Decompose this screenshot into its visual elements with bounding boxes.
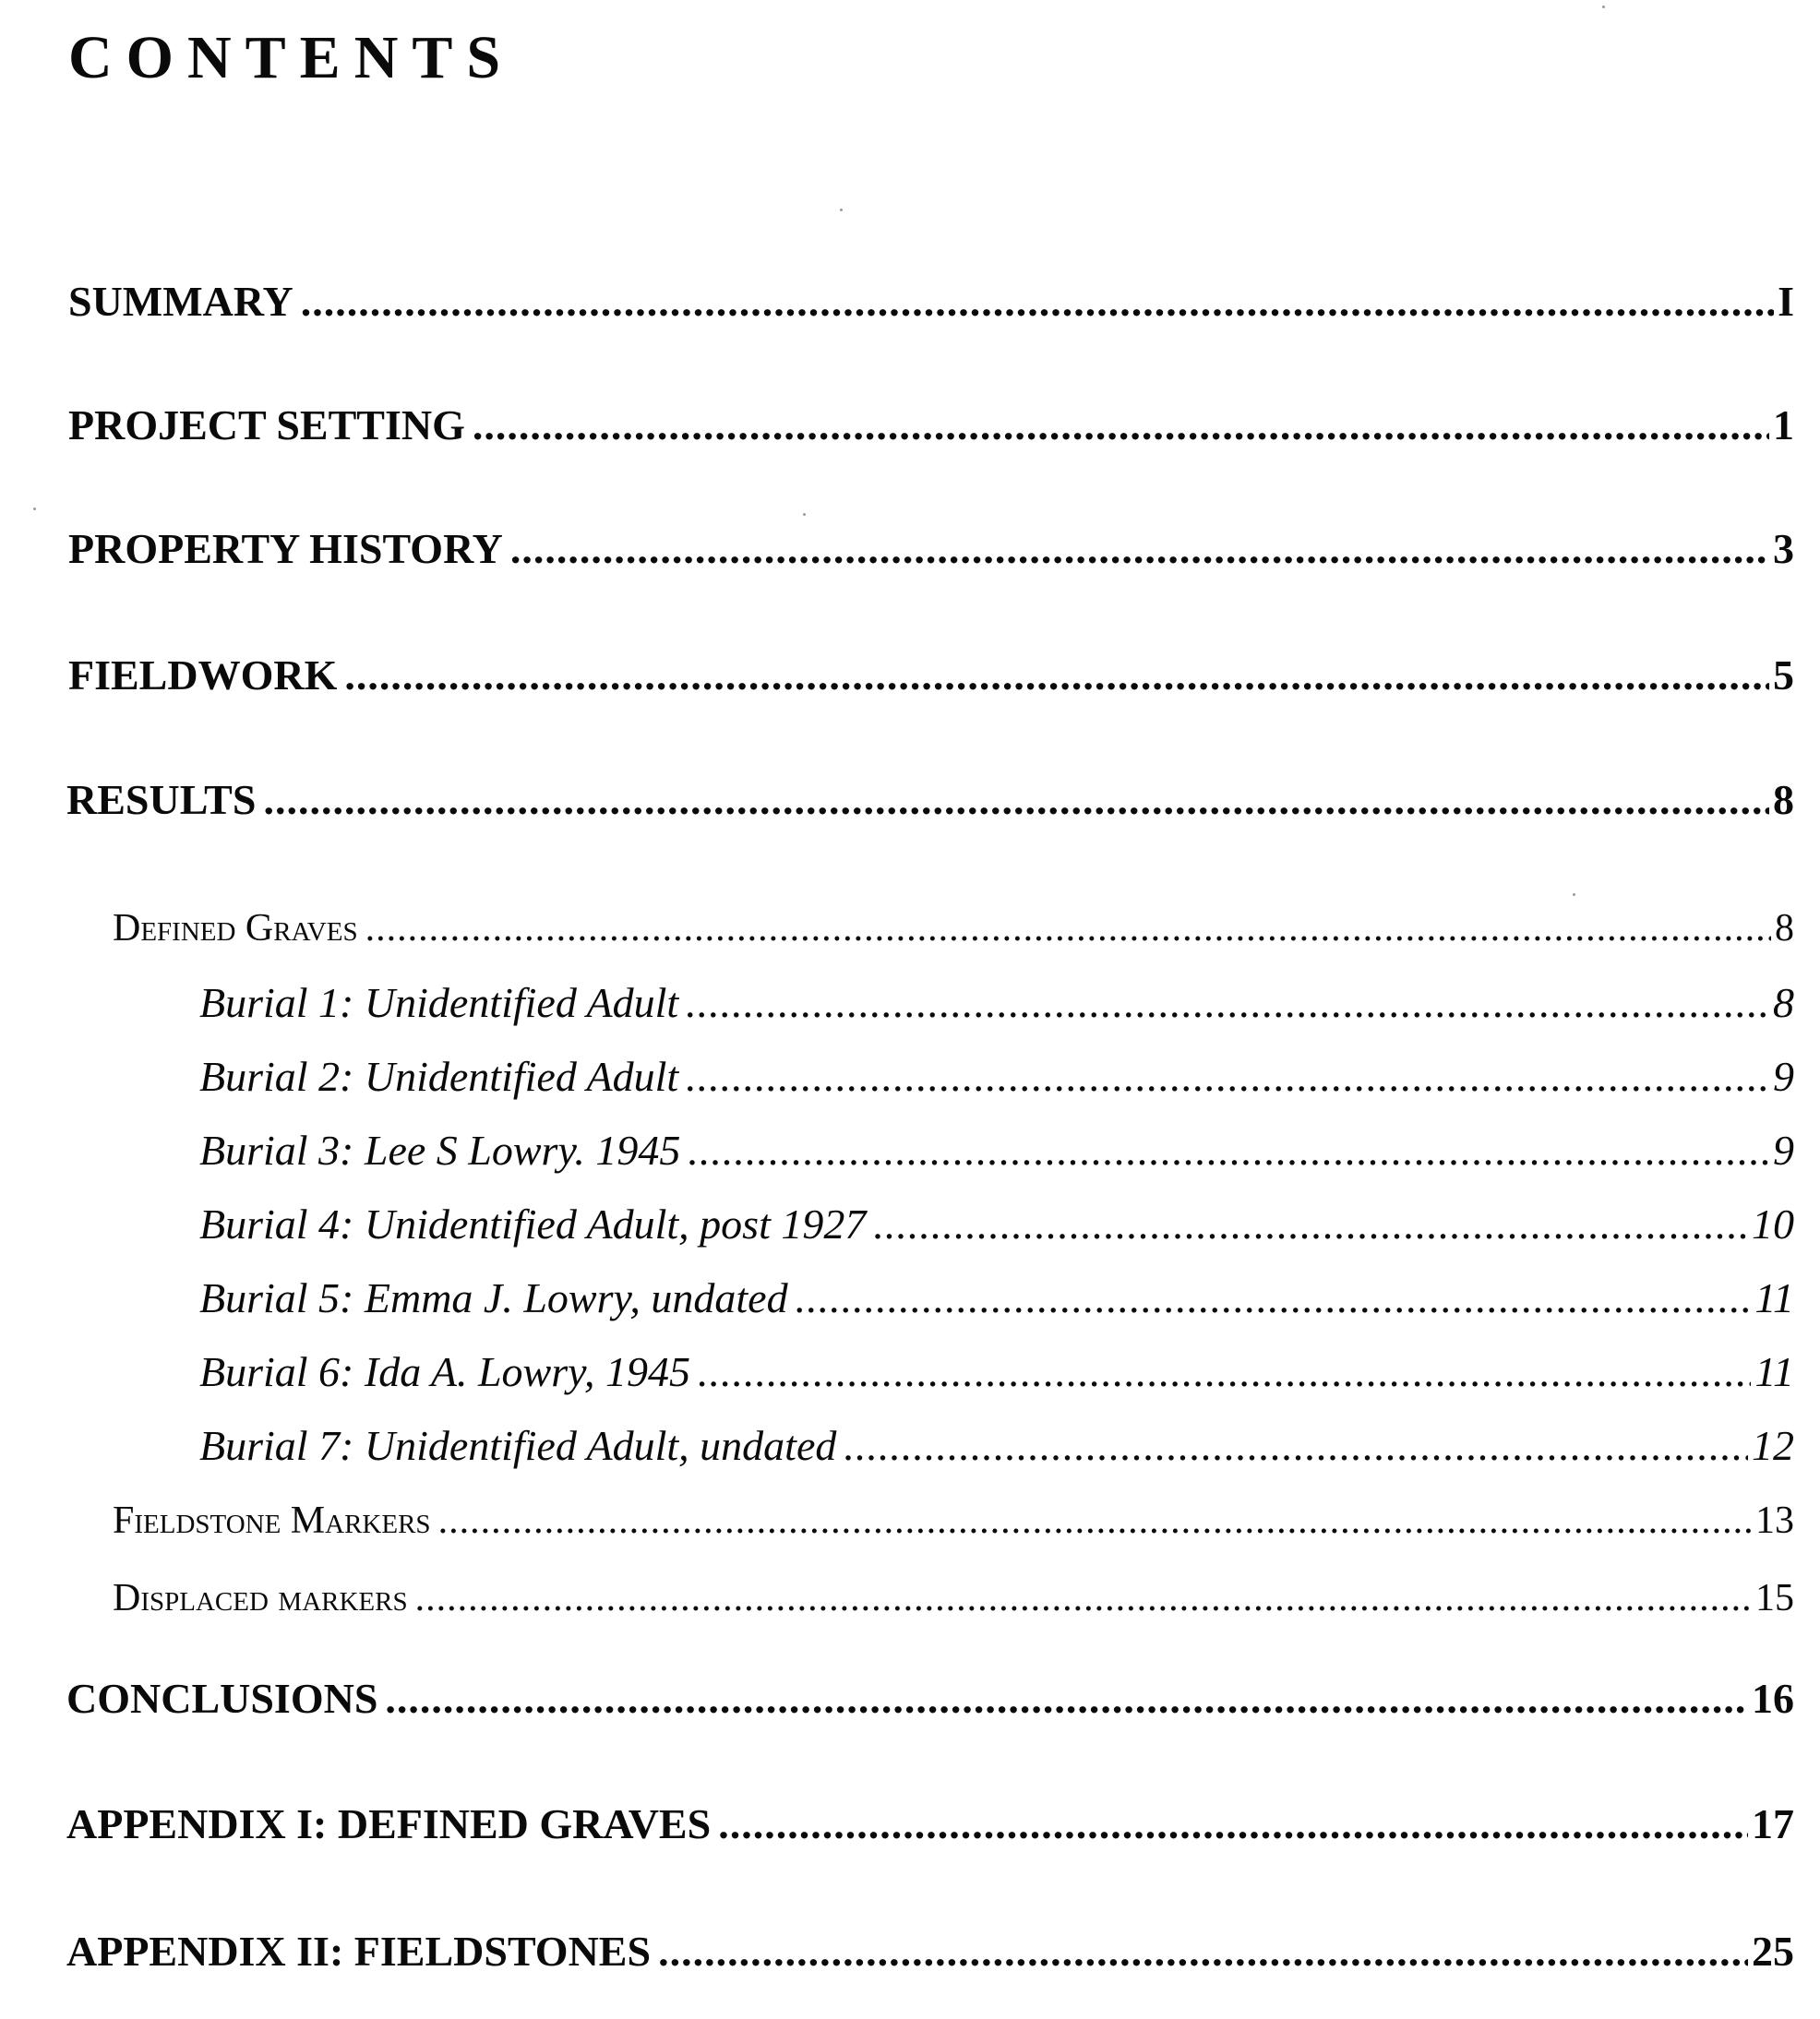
- toc-entry-label: APPENDIX II: FIELDSTONES: [66, 1928, 652, 1975]
- toc-entry-page: 11: [1754, 1348, 1794, 1395]
- toc-entry-burial-7[interactable]: [199, 1421, 1794, 1470]
- toc-entry-page: 8: [1775, 907, 1794, 950]
- toc-entry-appendix-i[interactable]: [66, 1799, 1794, 1848]
- toc-entry-label: Burial 4: Unidentified Adult, post 1927: [199, 1201, 867, 1248]
- scan-speck: [1602, 6, 1605, 8]
- dot-leader: [510, 524, 1769, 573]
- toc-entry-page: 17: [1752, 1800, 1794, 1847]
- toc-entry-burial-3[interactable]: [199, 1126, 1794, 1175]
- toc-entry-page: 8: [1773, 776, 1794, 823]
- toc-entry-label: SUMMARY: [68, 278, 293, 325]
- toc-entry-page: 1: [1773, 401, 1794, 448]
- toc-entry-label: PROJECT SETTING: [68, 401, 465, 448]
- toc-entry-burial-6[interactable]: [199, 1347, 1794, 1396]
- toc-entry-label: CONCLUSIONS: [66, 1675, 378, 1722]
- toc-entry-fieldwork[interactable]: [68, 651, 1794, 699]
- toc-entry-label: Defined Graves: [113, 907, 358, 950]
- toc-entry-label: FIELDWORK: [68, 651, 338, 699]
- toc-entry-results[interactable]: [66, 775, 1794, 824]
- dot-leader: [365, 906, 1771, 950]
- page-title: CONTENTS: [68, 24, 515, 91]
- toc-entry-label: Displaced markers: [113, 1577, 408, 1619]
- dot-leader: [415, 1576, 1752, 1620]
- dot-leader: [686, 1052, 1769, 1101]
- toc-entry-page: 13: [1755, 1499, 1794, 1542]
- toc-entry-burial-1[interactable]: [199, 978, 1794, 1027]
- toc-entry-page: 15: [1755, 1577, 1794, 1619]
- scan-speck: [803, 513, 806, 516]
- toc-entry-page: 3: [1773, 525, 1794, 572]
- dot-leader: [698, 1347, 1751, 1396]
- toc-entry-label: Burial 5: Emma J. Lowry, undated: [199, 1274, 788, 1321]
- dot-leader: [473, 400, 1769, 449]
- toc-entry-label: Burial 1: Unidentified Adult: [199, 979, 679, 1026]
- toc-entry-page: 9: [1773, 1053, 1794, 1100]
- toc-entry-label: Burial 2: Unidentified Adult: [199, 1053, 679, 1100]
- toc-entry-page: 12: [1752, 1422, 1794, 1469]
- dot-leader: [385, 1674, 1748, 1723]
- dot-leader: [686, 978, 1769, 1027]
- toc-entry-displaced-markers[interactable]: [113, 1576, 1794, 1620]
- dot-leader: [301, 277, 1774, 326]
- toc-entry-appendix-ii[interactable]: [66, 1927, 1794, 1976]
- dot-leader: [658, 1927, 1748, 1976]
- toc-entry-fieldstone-markers[interactable]: [113, 1499, 1794, 1543]
- dot-leader: [344, 651, 1769, 699]
- dot-leader: [873, 1200, 1748, 1248]
- toc-entry-burial-5[interactable]: [199, 1273, 1794, 1322]
- dot-leader: [796, 1273, 1752, 1322]
- toc-entry-page: 9: [1773, 1127, 1794, 1174]
- toc-entry-page: 5: [1773, 651, 1794, 699]
- toc-entry-defined-graves[interactable]: [113, 906, 1794, 950]
- toc-entry-property-history[interactable]: [68, 524, 1794, 573]
- toc-entry-label: Burial 7: Unidentified Adult, undated: [199, 1422, 837, 1469]
- toc-entry-summary[interactable]: [68, 277, 1794, 326]
- scan-speck: [840, 209, 843, 211]
- toc-entry-project-setting[interactable]: [68, 400, 1794, 449]
- dot-leader: [688, 1126, 1769, 1175]
- toc-entry-page: 8: [1773, 979, 1794, 1026]
- toc-entry-page: 11: [1754, 1274, 1794, 1321]
- scan-speck: [33, 508, 36, 510]
- toc-entry-label: APPENDIX I: DEFINED GRAVES: [66, 1800, 712, 1847]
- toc-entry-label: Fieldstone Markers: [113, 1499, 431, 1542]
- toc-entry-page: 25: [1752, 1928, 1794, 1975]
- dot-leader: [844, 1421, 1748, 1470]
- toc-entry-label: Burial 3: Lee S Lowry. 1945: [199, 1127, 681, 1174]
- dot-leader: [438, 1499, 1752, 1543]
- toc-entry-label: RESULTS: [66, 776, 257, 823]
- toc-entry-page: I: [1778, 278, 1794, 325]
- toc-entry-label: Burial 6: Ida A. Lowry, 1945: [199, 1348, 691, 1395]
- scan-speck: [1573, 893, 1575, 896]
- toc-entry-conclusions[interactable]: [66, 1674, 1794, 1723]
- toc-entry-burial-2[interactable]: [199, 1052, 1794, 1101]
- toc-entry-burial-4[interactable]: [199, 1200, 1794, 1248]
- toc-entry-page: 10: [1752, 1201, 1794, 1248]
- toc-entry-label: PROPERTY HISTORY: [68, 525, 503, 572]
- dot-leader: [263, 775, 1769, 824]
- toc-entry-page: 16: [1752, 1675, 1794, 1722]
- dot-leader: [718, 1799, 1748, 1848]
